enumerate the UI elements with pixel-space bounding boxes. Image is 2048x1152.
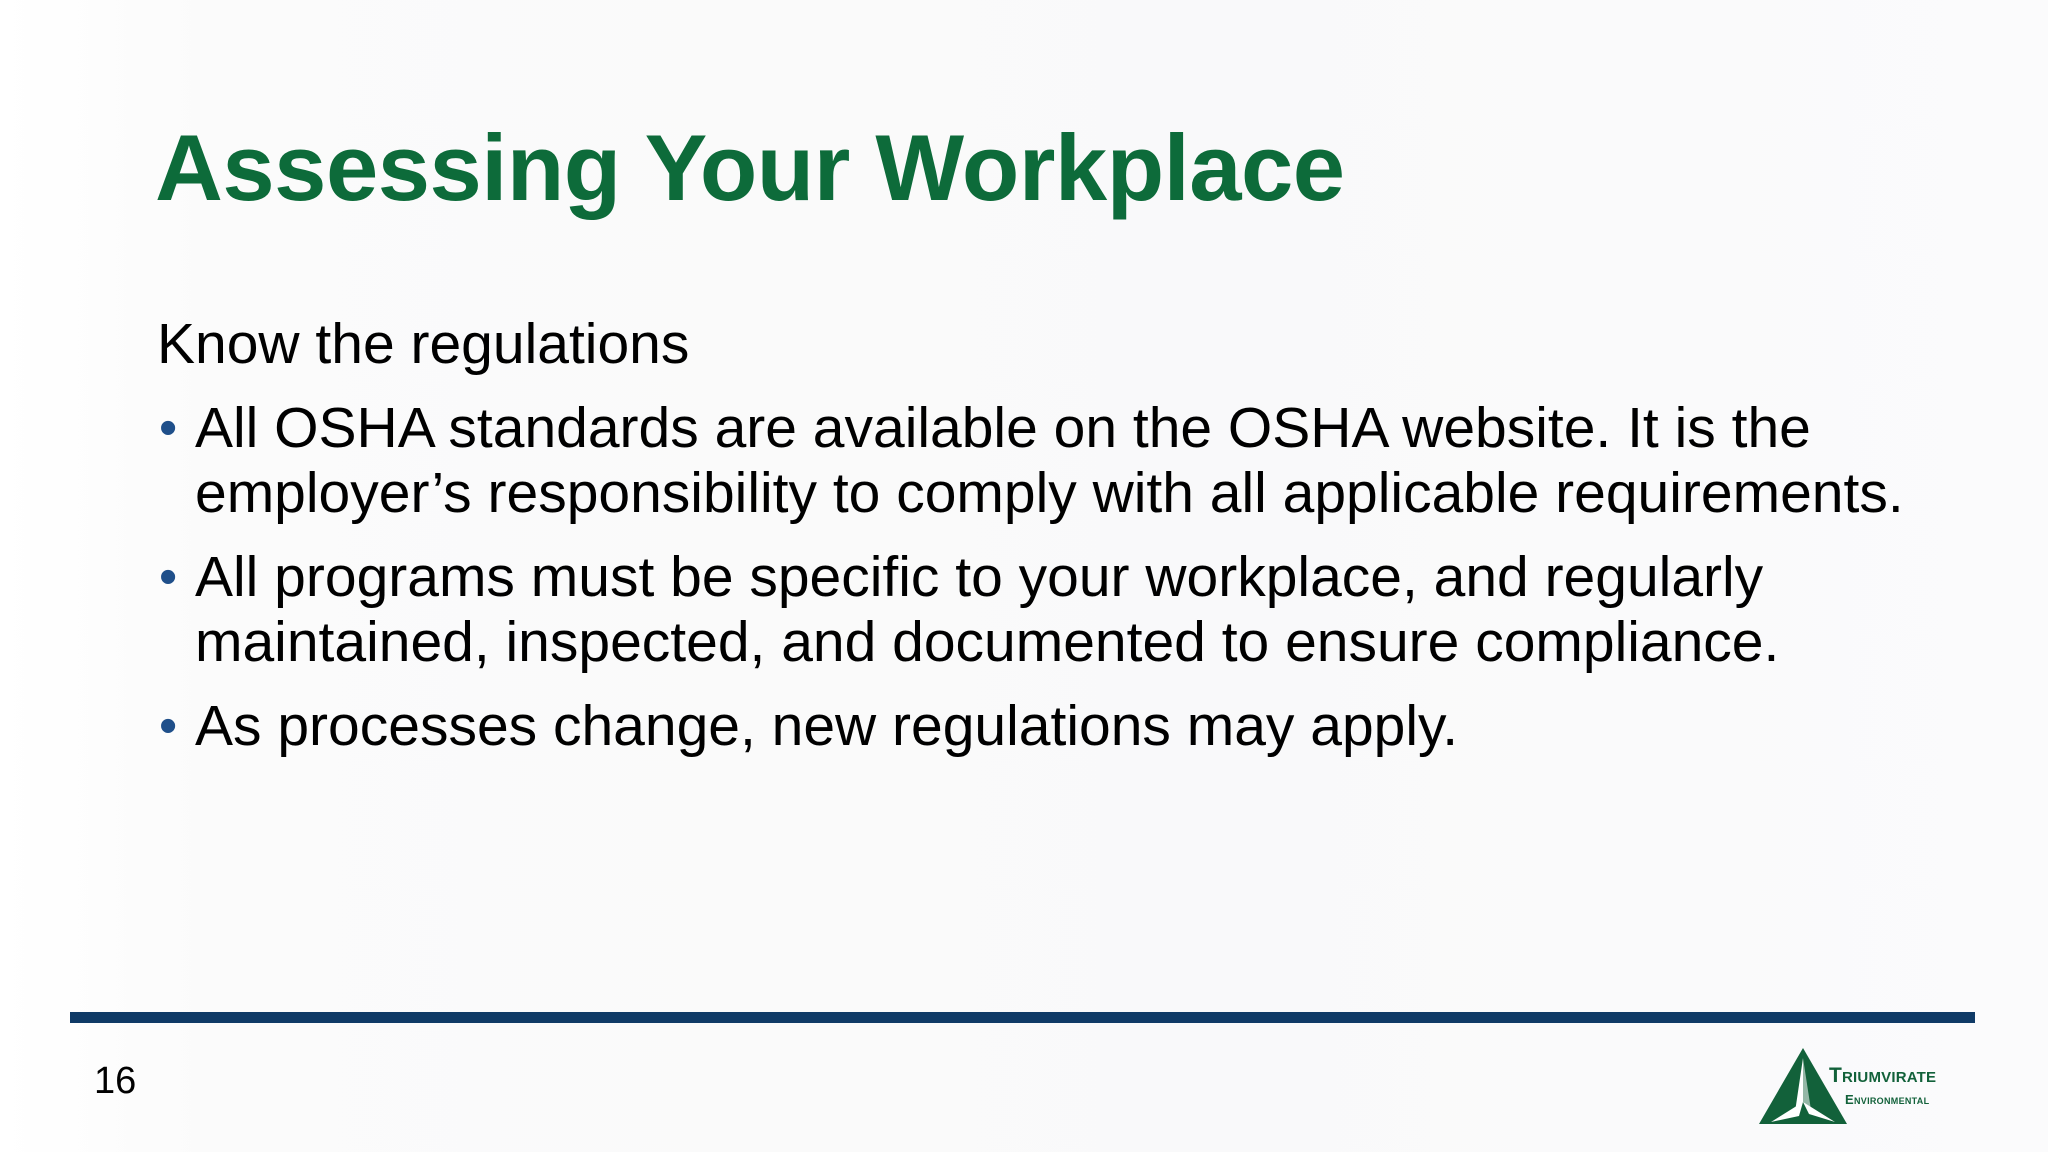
bullet-list	[157, 396, 1917, 778]
company-logo	[1755, 1042, 1980, 1130]
bullet-icon: •	[159, 399, 178, 457]
bullet-text: All OSHA standards are available on the OSHA website. It is the employer’s responsibility to comply with all applicable requirements.	[195, 396, 1904, 525]
slide-title: Assessing Your Workplace	[155, 115, 1345, 220]
logo-name: Triumvirate	[1829, 1064, 1937, 1087]
bullet-text: As processes change, new regulations may apply.	[195, 694, 1459, 758]
bullet-text: All programs must be specific to your workplace, and regularly maintained, inspected, and documented to ensure compliance.	[195, 545, 1780, 674]
page-number: 16	[94, 1060, 137, 1102]
logo-subtitle: Environmental	[1845, 1092, 1930, 1107]
footer-divider	[70, 1012, 1975, 1023]
bullet-item	[157, 545, 1917, 675]
bullet-icon: •	[159, 697, 178, 755]
bullet-icon: •	[159, 548, 178, 606]
bullet-item	[157, 396, 1917, 526]
bullet-item	[157, 694, 1917, 759]
subheading: Know the regulations	[157, 312, 690, 376]
